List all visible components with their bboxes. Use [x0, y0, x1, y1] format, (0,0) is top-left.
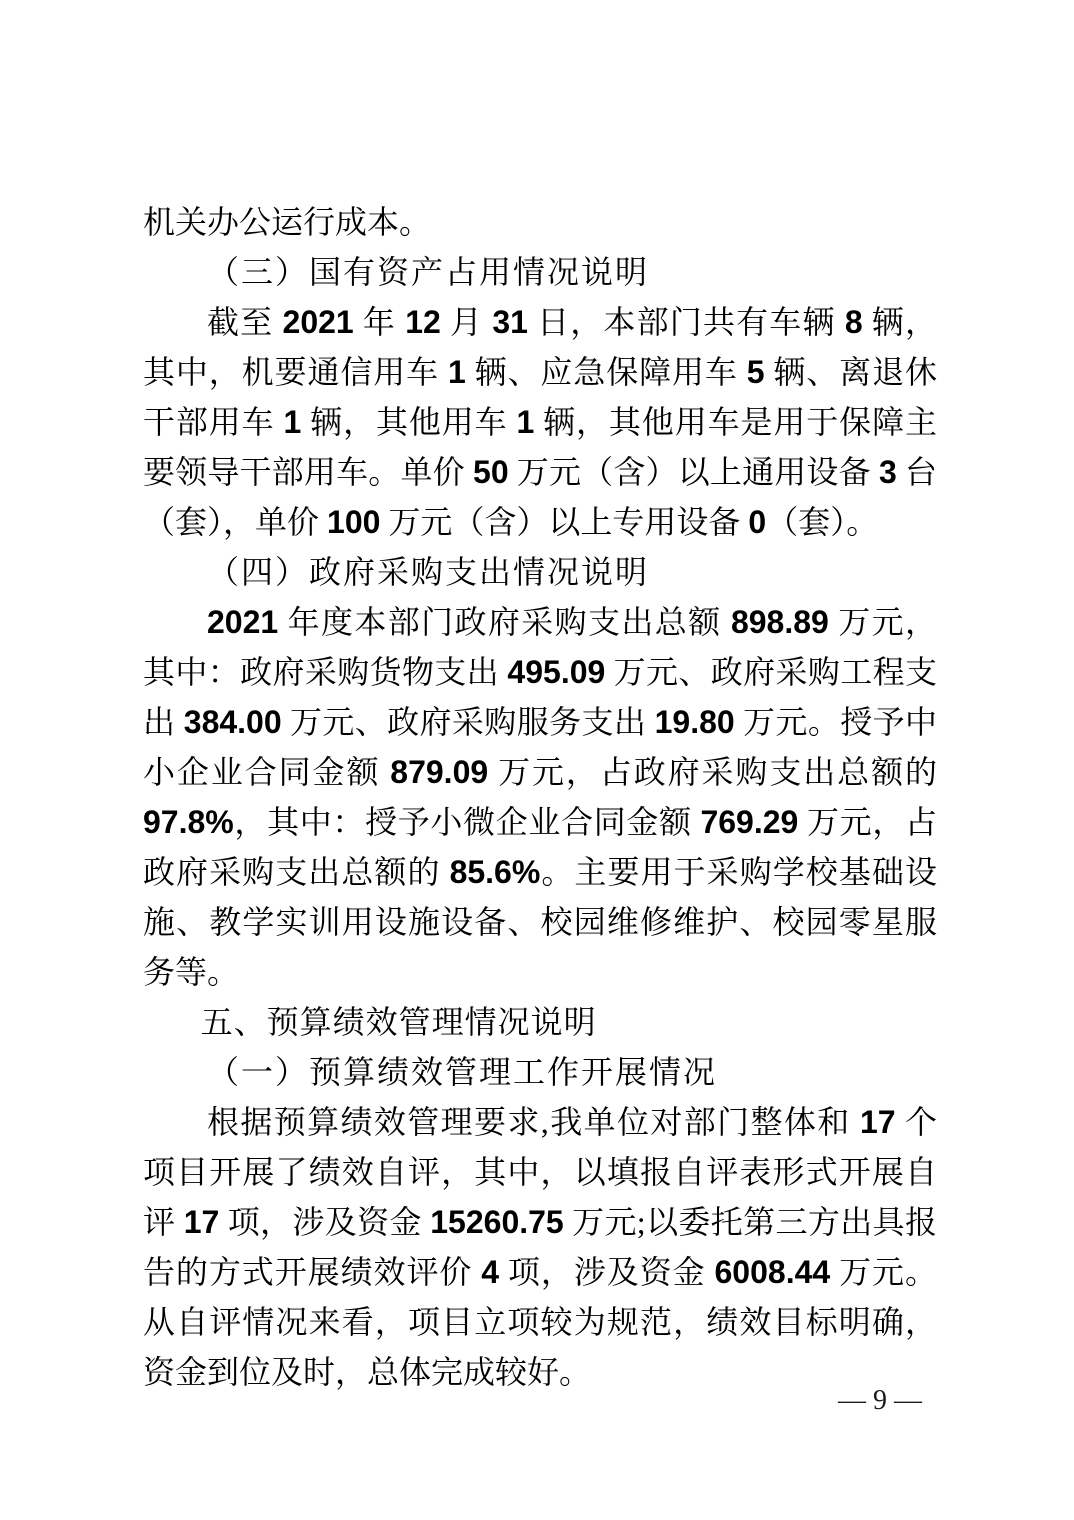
paragraph-performance-work: 根据预算绩效管理要求,我单位对部门整体和 17 个项目开展了绩效自评，其中，以填报自评表形式开展自评 17 项，涉及资金 15260.75 万元;以委托第三方出具报告的方式开展绩效评价 4 项，涉及资金 6008.44 万元。从自评情况来看，项目立项较为规范，绩效目标明确，资金到位及时，总体完成较好。 [143, 1104, 937, 1390]
heading-performance-work: （一）预算绩效管理工作开展情况 [207, 1054, 718, 1090]
heading-state-assets: （三）国有资产占用情况说明 [207, 254, 650, 290]
document-content [143, 197, 937, 1397]
heading-gov-procurement: （四）政府采购支出情况说明 [207, 554, 650, 590]
paragraph-gov-procurement: 2021 年度本部门政府采购支出总额 898.89 万元，其中：政府采购货物支出 495.09 万元、政府采购工程支出 384.00 万元、政府采购服务支出 19.80 万元。授予中小企业合同金额 879.09 万元，占政府采购支出总额的 97.8%，其中：授予小微企业合同金额 769.29 万元，占政府采购支出总额的 85.6%。主要用于采购学校基础设施、教学实训用设施设备、校园维修维护、校园零星服务等。 [143, 604, 937, 990]
paragraph-office-cost: 机关办公运行成本。 [143, 204, 432, 240]
paragraph-state-assets: 截至 2021 年 12 月 31 日，本部门共有车辆 8 辆，其中，机要通信用车 1 辆、应急保障用车 5 辆、离退休干部用车 1 辆，其他用车 1 辆，其他用车是用于保障主要领导干部用车。单价 50 万元（含）以上通用设备 3 台（套），单价 100 万元（含）以上专用设备 0（套）。 [143, 304, 937, 540]
page-number: — 9 — [838, 1385, 922, 1416]
heading-budget-performance: 五、预算绩效管理情况说明 [200, 1004, 597, 1040]
